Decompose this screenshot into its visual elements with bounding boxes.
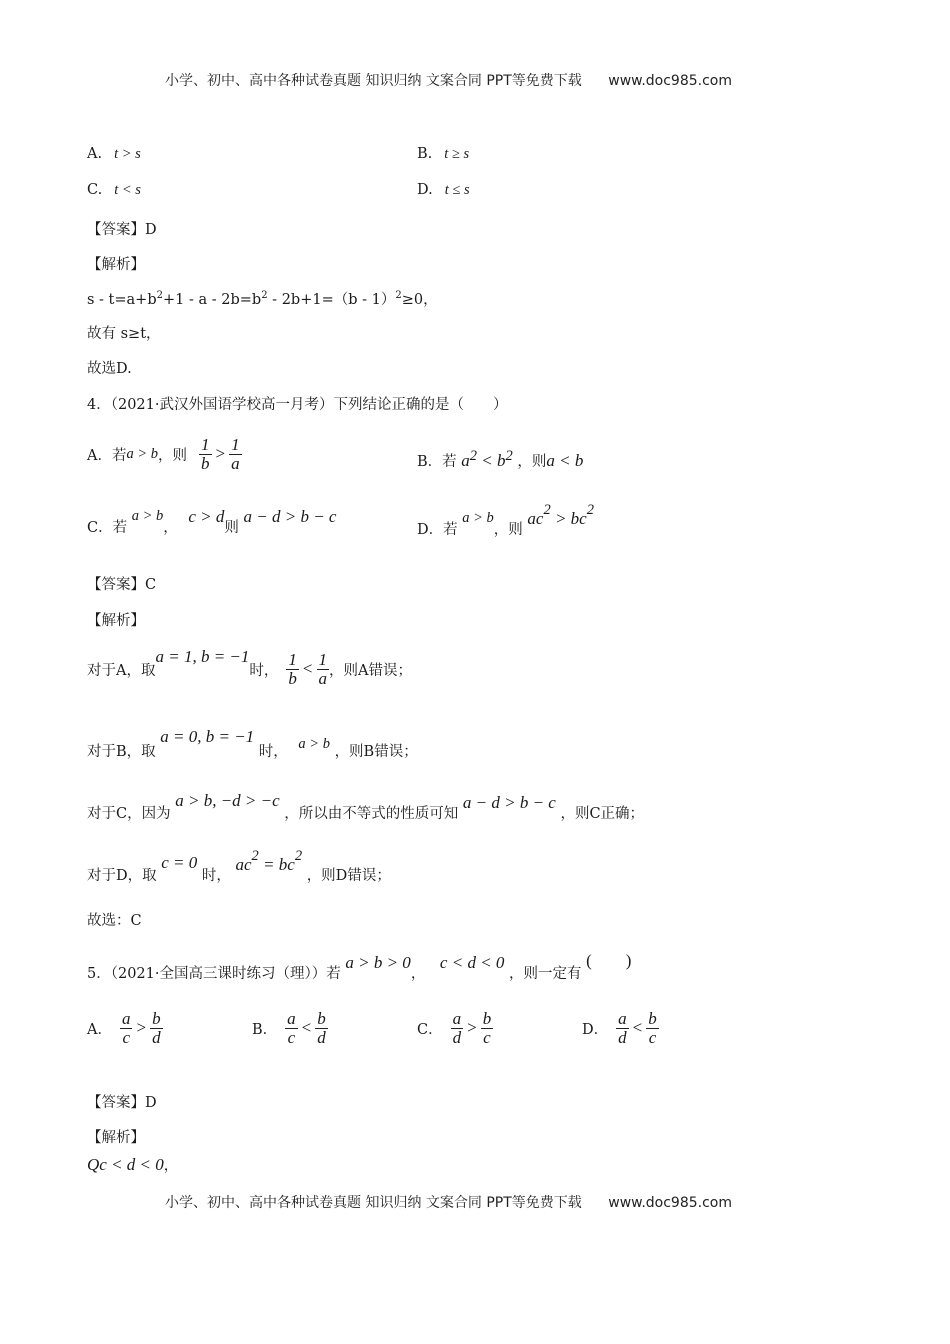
q3-analysis-line-2: 故有 s≥t， [87, 326, 161, 342]
q5-analysis-line-1: Qc < d < 0， [87, 1155, 179, 1174]
q3-option-d: D. t ≤ s [417, 182, 470, 198]
q4-option-d: D．若 a > b，则 $ac^2 > bc^2$ [417, 502, 594, 538]
footer-site-link[interactable]: www.doc985.com [608, 1195, 732, 1211]
q5-option-d: D． $\frac{a}{d}$ < $\frac{b}{c}$ [582, 1008, 657, 1047]
q3-option-c: C. t < s [87, 182, 141, 198]
footer-text: 小学、初中、高中各种试卷真题 知识归纳 文案合同 PPT等免费下载 [165, 1195, 582, 1211]
q5-option-c: C． $\frac{a}{d}$ > $\frac{b}{c}$ [417, 1008, 492, 1047]
q3-option-a: A. t > s [87, 146, 141, 162]
page-footer [165, 1192, 732, 1212]
header-site-link[interactable]: www.doc985.com [608, 73, 732, 89]
q3-analysis-line-1: $s - t=a+b^2+1 - a - 2b=b^2 - 2b+1=(b - 1)^2\ge 0$， [87, 290, 438, 308]
q4-analysis-a: 对于A，取 a = 1, b = −1 时， $\frac{1}{b}$ < $\frac{1}{a}$ ，则A错误； [87, 647, 412, 688]
q4-stem: 4．（2021·武汉外国语学校高一月考）下列结论正确的是（ ） [87, 397, 508, 413]
q5-stem: 5．（2021·全国高三课时练习（理））若 a > b > 0， c < d < 0 ，则一定有 ( ) [87, 951, 632, 982]
q4-analysis-b: 对于B，取 a = 0, b = −1 时， a > b ，则B错误； [87, 727, 418, 760]
q4-analysis-c: 对于C，因为 a > b, −d > −c ，所以由不等式的性质可知 a − d > b − c ，则C正确； [87, 791, 645, 822]
q3-analysis-label: 【解析】 [87, 257, 145, 273]
q4-final: 故选：C [87, 913, 142, 929]
q5-option-b: B． $\frac{a}{c}$ < $\frac{b}{d}$ [252, 1008, 326, 1047]
page-header [165, 70, 732, 90]
q5-option-a: A． $\frac{a}{c}$ > $\frac{b}{d}$ [87, 1008, 161, 1047]
q5-answer: 【答案】D [87, 1095, 157, 1111]
header-text: 小学、初中、高中各种试卷真题 知识归纳 文案合同 PPT等免费下载 [165, 73, 582, 89]
q4-analysis-d: 对于D，取 c = 0 时， $ac^2 = bc^2$ ，则D错误； [87, 848, 391, 884]
q3-answer: 【答案】D [87, 222, 157, 238]
q4-option-a: A． 若 a > b ，则 $\frac{1}{b}$ > $\frac{1}{a}$ [87, 434, 240, 473]
q5-analysis-label: 【解析】 [87, 1130, 145, 1146]
q4-answer: 【答案】C [87, 577, 157, 593]
q4-option-c: C．若 a > b， c > d则 a − d > b − c [87, 507, 337, 536]
q4-option-b: B．若 $a^2 < b^2$ ，则a < b [417, 448, 584, 470]
q4-analysis-label: 【解析】 [87, 613, 145, 629]
q3-analysis-line-3: 故选D. [87, 361, 132, 377]
q3-option-b: B. t ≥ s [417, 146, 470, 162]
